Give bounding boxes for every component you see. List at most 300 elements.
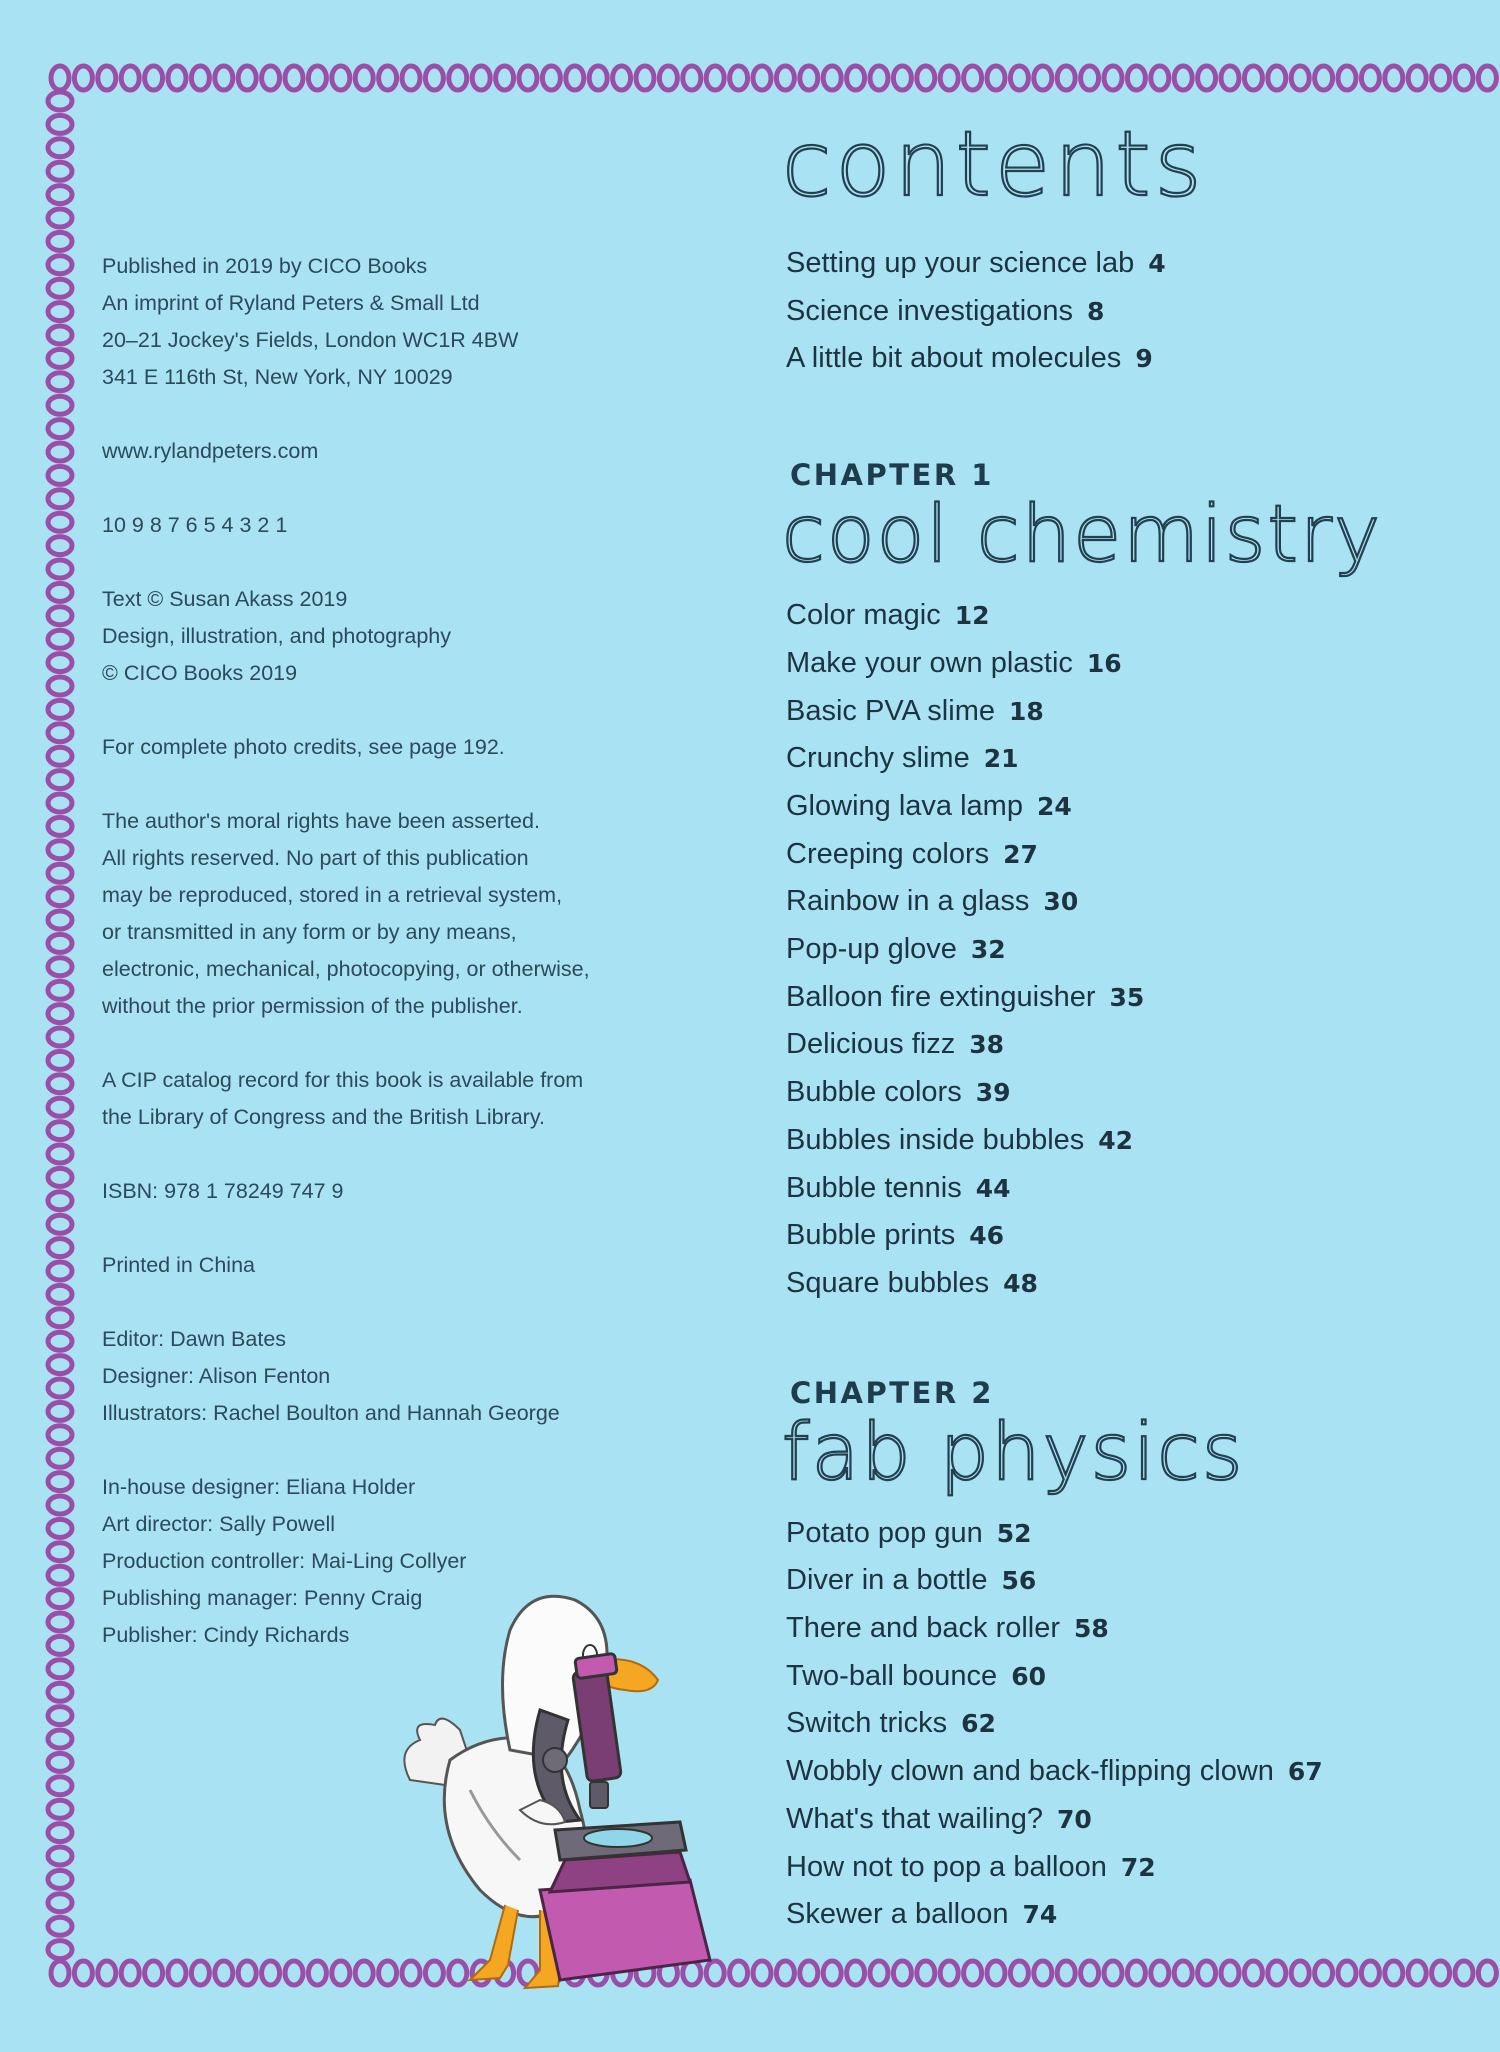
border-ring [48, 115, 72, 133]
toc-entry-page: 35 [1109, 982, 1145, 1012]
border-ring [48, 1590, 72, 1608]
border-ring [48, 1753, 72, 1771]
border-ring [425, 66, 443, 90]
border-ring [48, 1215, 72, 1233]
border-ring [48, 1683, 72, 1701]
border-ring [48, 162, 72, 180]
border-ring [48, 1122, 72, 1140]
toc-entry-title: Bubbles inside bubbles [786, 1123, 1085, 1156]
border-ring [1127, 66, 1145, 90]
border-ring [776, 1961, 794, 1985]
border-ring [48, 139, 72, 157]
imprint-block-rights [102, 803, 662, 1025]
border-ring [1244, 1961, 1262, 1985]
border-ring [659, 66, 677, 90]
toc-entry[interactable] [786, 1069, 1486, 1117]
imprint-line: In-house designer: Eliana Holder [102, 1475, 416, 1499]
border-ring [1010, 1961, 1028, 1985]
border-ring [847, 1961, 865, 1985]
imprint-line: 20–21 Jockey's Fields, London WC1R 4BW [102, 328, 519, 352]
border-ring [48, 817, 72, 835]
toc-entry-page: 72 [1120, 1852, 1156, 1882]
border-ring [48, 1613, 72, 1631]
border-ring [1198, 1961, 1216, 1985]
border-ring [1244, 66, 1262, 90]
border-ring [753, 1961, 771, 1985]
imprint-block-photo-credits [102, 729, 662, 766]
imprint-block-printed [102, 1247, 662, 1284]
border-ring [332, 66, 350, 90]
imprint-line: Designer: Alison Fenton [102, 1364, 331, 1388]
imprint-line: Text © Susan Akass 2019 [102, 587, 348, 611]
chapter-2-section [782, 1375, 1486, 1939]
border-ring [48, 1777, 72, 1795]
border-ring [940, 1961, 958, 1985]
border-ring [48, 1730, 72, 1748]
border-ring [519, 66, 537, 90]
border-ring [48, 958, 72, 976]
border-ring [683, 66, 701, 90]
chapter-1-label: CHAPTER 1 [790, 458, 994, 493]
border-ring [121, 1961, 139, 1985]
imprint-line: All rights reserved. No part of this publication [102, 846, 529, 870]
imprint-line: 10 9 8 7 6 5 4 3 2 1 [102, 513, 288, 537]
toc-entry-page: 44 [975, 1173, 1011, 1203]
imprint-block-cip [102, 1062, 662, 1136]
border-ring [964, 1961, 982, 1985]
border-ring [402, 66, 420, 90]
toc-entry-page: 9 [1135, 344, 1153, 374]
border-ring [730, 66, 748, 90]
toc-entry-title: How not to pop a balloon [786, 1850, 1107, 1883]
border-ring [1291, 1961, 1309, 1985]
border-ring [917, 66, 935, 90]
border-ring [1361, 1961, 1379, 1985]
imprint-line: 341 E 116th St, New York, NY 10029 [102, 365, 453, 389]
border-ring [1408, 66, 1426, 90]
toc-entry[interactable] [786, 1891, 1486, 1939]
imprint-page-text [102, 248, 662, 1691]
toc-entry[interactable] [786, 926, 1486, 974]
toc-entry-page: 8 [1086, 296, 1105, 326]
border-ring [48, 279, 72, 297]
imprint-block-publisher [102, 248, 662, 396]
contents-heading: contents [782, 112, 1206, 217]
toc-entry-page: 27 [1003, 839, 1038, 869]
border-ring [48, 1145, 72, 1163]
border-ring [48, 186, 72, 204]
toc-entry-page: 67 [1287, 1757, 1323, 1787]
border-ring [48, 560, 72, 578]
border-ring [893, 1961, 911, 1985]
toc-entry-page: 60 [1011, 1661, 1046, 1691]
duck-with-microscope-illustration [390, 1560, 750, 2020]
border-ring [74, 66, 92, 90]
border-ring [48, 700, 72, 718]
border-ring [48, 583, 72, 601]
border-ring [1385, 66, 1403, 90]
border-ring [48, 1005, 72, 1023]
border-ring [215, 1961, 233, 1985]
toc-entry[interactable] [786, 1844, 1486, 1892]
imprint-line: the Library of Congress and the British Library. [102, 1105, 545, 1129]
border-ring [74, 1961, 92, 1985]
imprint-line: electronic, mechanical, photocopying, or otherwise, [102, 957, 590, 981]
border-ring [51, 1961, 69, 1985]
border-ring [48, 794, 72, 812]
toc-entry-title: Skewer a balloon [786, 1898, 1009, 1931]
toc-entry[interactable] [786, 592, 1486, 640]
border-ring [1361, 66, 1379, 90]
border-ring [48, 326, 72, 344]
border-ring [48, 981, 72, 999]
imprint-block-website [102, 433, 662, 470]
toc-entry-title: What's that wailing? [786, 1802, 1043, 1835]
toc-entry-title: Pop-up glove [786, 933, 957, 966]
border-ring [48, 1402, 72, 1420]
toc-entry[interactable] [786, 640, 1486, 688]
imprint-line: Publishing manager: Penny Craig [102, 1586, 423, 1610]
toc-entry-page: 62 [961, 1709, 996, 1739]
border-ring [48, 1473, 72, 1491]
border-ring [48, 1519, 72, 1537]
toc-entry[interactable] [786, 1748, 1486, 1796]
border-ring [48, 1192, 72, 1210]
toc-entry[interactable] [786, 288, 1486, 336]
border-ring [48, 607, 72, 625]
border-ring [1198, 66, 1216, 90]
toc-entry-title: Square bubbles [786, 1266, 990, 1299]
border-ring [48, 1824, 72, 1842]
border-ring [332, 1961, 350, 1985]
border-ring [706, 66, 724, 90]
border-ring [1315, 1961, 1333, 1985]
border-ring [215, 66, 233, 90]
border-ring [48, 1870, 72, 1888]
toc-entry[interactable] [786, 1605, 1486, 1653]
border-ring [1034, 66, 1052, 90]
border-ring [893, 66, 911, 90]
toc-entry[interactable] [786, 688, 1486, 736]
border-ring [1151, 66, 1169, 90]
border-ring [1338, 66, 1356, 90]
border-ring [1221, 66, 1239, 90]
chapter-2-label: CHAPTER 2 [790, 1375, 994, 1410]
imprint-line: or transmitted in any form or by any means, [102, 920, 517, 944]
toc-entry-page: 48 [1003, 1268, 1038, 1298]
toc-entry-title: Wobbly clown and back-flipping clown [786, 1755, 1274, 1788]
border-ring [613, 66, 631, 90]
border-ring [1385, 1961, 1403, 1985]
border-ring [987, 1961, 1005, 1985]
border-ring [98, 1961, 116, 1985]
border-ring [48, 349, 72, 367]
border-ring [48, 232, 72, 250]
border-ring [48, 888, 72, 906]
border-ring [1057, 66, 1075, 90]
border-ring [48, 1941, 72, 1959]
border-ring [121, 66, 139, 90]
toc-entry-title: Bubble prints [786, 1219, 956, 1252]
border-ring [48, 724, 72, 742]
toc-entry[interactable] [786, 240, 1486, 288]
imprint-line: For complete photo credits, see page 192. [102, 735, 505, 759]
toc-entry[interactable] [786, 1212, 1486, 1260]
toc-entry-title: Potato pop gun [786, 1516, 983, 1549]
imprint-line: A CIP catalog record for this book is available from [102, 1068, 584, 1092]
border-ring [145, 1961, 163, 1985]
border-ring [917, 1961, 935, 1985]
border-ring [823, 1961, 841, 1985]
toc-intro-list [786, 240, 1486, 383]
border-ring [48, 209, 72, 227]
border-ring [191, 66, 209, 90]
border-ring [48, 1894, 72, 1912]
border-ring [48, 373, 72, 391]
border-ring [1174, 66, 1192, 90]
border-ring [355, 66, 373, 90]
toc-entry-title: A little bit about molecules [786, 342, 1122, 375]
border-ring [1432, 1961, 1450, 1985]
imprint-line: Editor: Dawn Bates [102, 1327, 287, 1351]
border-ring [48, 1566, 72, 1584]
border-ring [776, 66, 794, 90]
border-ring [238, 66, 256, 90]
table-of-contents [782, 112, 1486, 1939]
imprint-block-isbn [102, 1173, 662, 1210]
toc-entry[interactable] [786, 335, 1486, 383]
border-ring [1127, 1961, 1145, 1985]
border-ring [48, 1707, 72, 1725]
border-ring [48, 1285, 72, 1303]
chapter-1-entries [786, 592, 1486, 1308]
imprint-line: may be reproduced, stored in a retrieval system, [102, 883, 563, 907]
border-ring [48, 1168, 72, 1186]
toc-entry-title: Make your own plastic [786, 646, 1073, 679]
toc-entry-page: 24 [1036, 791, 1072, 821]
imprint-line: without the prior permission of the publisher. [102, 994, 523, 1018]
chapter-1-title: cool chemistry [782, 490, 1383, 581]
border-ring [48, 1309, 72, 1327]
border-ring [48, 864, 72, 882]
border-ring [191, 1961, 209, 1985]
imprint-line: Published in 2019 by CICO Books [102, 254, 428, 278]
border-ring [1455, 66, 1473, 90]
border-ring [48, 443, 72, 461]
chapter-2-entries [786, 1510, 1486, 1939]
border-ring [48, 654, 72, 672]
border-ring [262, 66, 280, 90]
toc-entry-page: 21 [983, 744, 1019, 774]
border-ring [48, 1075, 72, 1093]
border-ring [1432, 66, 1450, 90]
imprint-line: ISBN: 978 1 78249 747 9 [102, 1179, 344, 1203]
imprint-line: The author's moral rights have been asserted. [102, 809, 540, 833]
border-ring [48, 1449, 72, 1467]
border-ring [1268, 1961, 1286, 1985]
toc-entry[interactable] [786, 1021, 1486, 1069]
chapter-2-title: fab physics [782, 1407, 1245, 1498]
toc-entry-title: Creeping colors [786, 837, 990, 870]
border-ring [48, 747, 72, 765]
border-ring [1081, 66, 1099, 90]
toc-entry-page: 52 [996, 1518, 1032, 1548]
toc-entry[interactable] [786, 1260, 1486, 1308]
border-ring [48, 1028, 72, 1046]
toc-entry[interactable] [786, 1510, 1486, 1558]
border-ring [1010, 66, 1028, 90]
toc-entry-title: Diver in a bottle [786, 1564, 988, 1597]
imprint-line: Illustrators: Rachel Boulton and Hannah George [102, 1401, 560, 1425]
imprint-block-print-line [102, 507, 662, 544]
border-ring [987, 66, 1005, 90]
border-ring [472, 66, 490, 90]
toc-entry-title: Balloon fire extinguisher [786, 980, 1096, 1013]
toc-entry-page: 46 [969, 1221, 1005, 1251]
border-ring [48, 396, 72, 414]
border-ring [48, 256, 72, 274]
border-ring [238, 1961, 256, 1985]
border-ring [870, 1961, 888, 1985]
border-ring [308, 1961, 326, 1985]
border-ring [870, 66, 888, 90]
border-ring [48, 1262, 72, 1280]
toc-entry[interactable] [786, 1165, 1486, 1213]
imprint-line: Art director: Sally Powell [102, 1512, 335, 1536]
toc-entry-title: Basic PVA slime [786, 694, 995, 727]
website-link[interactable]: www.rylandpeters.com [102, 439, 319, 463]
imprint-line: © CICO Books 2019 [102, 661, 298, 685]
border-ring [48, 1496, 72, 1514]
toc-entry-title: Glowing lava lamp [786, 789, 1023, 822]
imprint-line: Publisher: Cindy Richards [102, 1623, 350, 1647]
toc-entry[interactable] [786, 735, 1486, 783]
border-ring [168, 66, 186, 90]
imprint-block-credits [102, 1321, 662, 1432]
imprint-line: Production controller: Mai-Ling Collyer [102, 1549, 467, 1573]
border-ring [48, 1636, 72, 1654]
toc-entry-page: 39 [975, 1078, 1011, 1108]
toc-entry-page: 74 [1022, 1900, 1058, 1930]
border-ring [48, 537, 72, 555]
toc-entry-page: 42 [1098, 1125, 1134, 1155]
border-ring [48, 934, 72, 952]
toc-entry[interactable] [786, 878, 1486, 926]
border-ring [48, 513, 72, 531]
border-ring [1455, 1961, 1473, 1985]
toc-entry[interactable] [786, 974, 1486, 1022]
border-ring [48, 630, 72, 648]
border-ring [823, 66, 841, 90]
border-ring [1104, 1961, 1122, 1985]
border-ring [1151, 1961, 1169, 1985]
toc-entry[interactable] [786, 1117, 1486, 1165]
border-ring [1478, 1961, 1496, 1985]
border-ring [48, 771, 72, 789]
border-ring [48, 490, 72, 508]
border-ring [940, 66, 958, 90]
imprint-line: An imprint of Ryland Peters & Small Ltd [102, 291, 480, 315]
border-ring [308, 66, 326, 90]
border-ring [48, 303, 72, 321]
border-ring [48, 677, 72, 695]
border-ring [566, 66, 584, 90]
border-ring [964, 66, 982, 90]
border-ring [285, 1961, 303, 1985]
border-ring [48, 1660, 72, 1678]
border-ring [1478, 66, 1496, 90]
toc-entry-title: Bubble colors [786, 1076, 962, 1109]
border-ring [1081, 1961, 1099, 1985]
border-ring [48, 1917, 72, 1935]
border-ring [753, 66, 771, 90]
border-ring [449, 66, 467, 90]
toc-entry-page: 38 [969, 1030, 1005, 1060]
border-ring [51, 66, 69, 90]
toc-entry-title: Delicious fizz [786, 1028, 956, 1061]
border-ring [48, 1426, 72, 1444]
toc-entry-title: Setting up your science lab [786, 247, 1135, 279]
border-ring [48, 1847, 72, 1865]
border-ring [48, 466, 72, 484]
border-ring [1174, 1961, 1192, 1985]
toc-entry[interactable] [786, 831, 1486, 879]
border-ring [1057, 1961, 1075, 1985]
border-ring [847, 66, 865, 90]
toc-entry-title: Color magic [786, 599, 941, 632]
chapter-1-section [782, 458, 1486, 1308]
border-ring [48, 420, 72, 438]
toc-entry-page: 32 [970, 935, 1006, 965]
border-ring [1291, 66, 1309, 90]
border-ring [1268, 66, 1286, 90]
border-ring [98, 66, 116, 90]
border-ring [1315, 66, 1333, 90]
toc-entry-title: Two-ball bounce [786, 1659, 998, 1692]
toc-entry[interactable] [786, 1700, 1486, 1748]
border-ring [262, 1961, 280, 1985]
toc-entry-title: Science investigations [786, 294, 1073, 327]
border-ring [48, 911, 72, 929]
toc-entry[interactable] [786, 783, 1486, 831]
border-ring [379, 66, 397, 90]
toc-entry-page: 58 [1074, 1614, 1109, 1644]
toc-entry-page: 56 [1001, 1566, 1037, 1596]
border-ring [1104, 66, 1122, 90]
toc-entry[interactable] [786, 1557, 1486, 1605]
toc-entry-title: Bubble tennis [786, 1171, 962, 1204]
toc-entry-page: 12 [954, 601, 990, 631]
toc-entry[interactable] [786, 1796, 1486, 1844]
border-ring [48, 1051, 72, 1069]
toc-entry-page: 70 [1057, 1804, 1092, 1834]
toc-entry-title: Rainbow in a glass [786, 885, 1030, 918]
toc-entry[interactable] [786, 1653, 1486, 1701]
border-ring [800, 66, 818, 90]
border-ring [496, 66, 514, 90]
border-ring [800, 1961, 818, 1985]
border-ring [589, 66, 607, 90]
border-ring [542, 66, 560, 90]
imprint-line: Design, illustration, and photography [102, 624, 451, 648]
toc-entry-page: 30 [1043, 887, 1079, 917]
border-ring [48, 1239, 72, 1257]
toc-entry-page: 16 [1086, 648, 1122, 678]
border-ring [48, 1332, 72, 1350]
border-ring [48, 1800, 72, 1818]
border-ring [48, 1356, 72, 1374]
border-ring [1408, 1961, 1426, 1985]
